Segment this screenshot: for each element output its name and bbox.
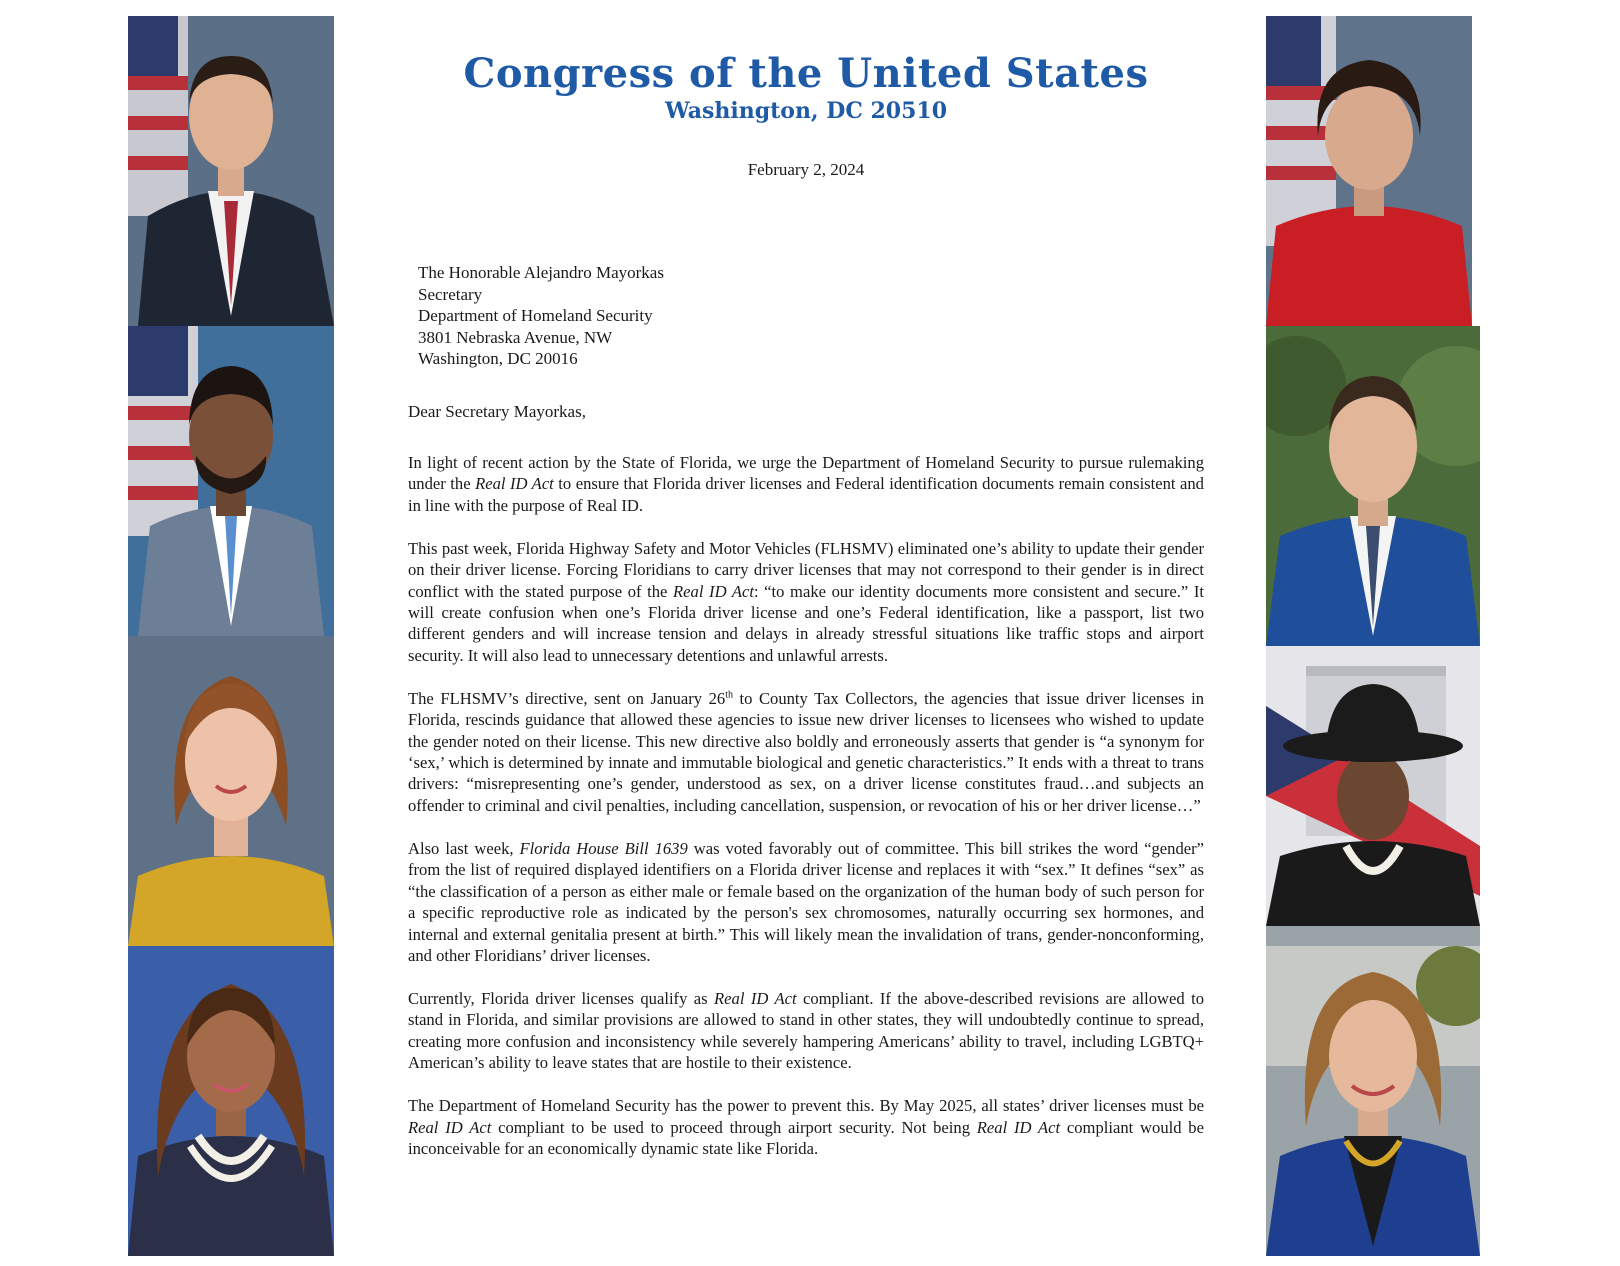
salutation: Dear Secretary Mayorkas, <box>408 402 586 421</box>
recipient-address <box>418 262 664 370</box>
portrait-right-3 <box>1266 646 1480 926</box>
paragraph-6: The Department of Homeland Security has the power to prevent this. By May 2025, all states’ driver licenses must be Real ID Act compliant to be used to proceed through airport security. Not being Real ID Act compliant would be inconceivable for an economically dynamic state like Florida. <box>408 1096 1204 1158</box>
recipient-line: 3801 Nebraska Avenue, NW <box>418 327 613 347</box>
letterhead-title: Congress of the United States <box>463 50 1149 97</box>
portrait-left-1 <box>128 16 334 326</box>
portrait-right-4 <box>1266 926 1480 1256</box>
recipient-line: The Honorable Alejandro Mayorkas <box>418 263 664 282</box>
paragraph-1: In light of recent action by the State of Florida, we urge the Department of Homeland Security to pursue rulemaking under the Real ID Act to ensure that Florida driver licenses and Federal identification documents remain consistent and in line with the purpose of Real ID. <box>408 453 1204 515</box>
recipient-line: Washington, DC 20016 <box>418 349 578 368</box>
letter-body <box>408 452 1204 1181</box>
portrait-left-2 <box>128 326 334 636</box>
recipient-line: Department of Homeland Security <box>418 306 653 325</box>
portrait-right-2 <box>1266 326 1480 646</box>
portrait-right-1 <box>1266 16 1472 326</box>
paragraph-4: Also last week, Florida House Bill 1639 was voted favorably out of committee. This bill strikes the word “gender” from the list of required displayed identifiers on a Florida driver license and replaces it with “sex.” It defines “sex” as “the classification of a person as either male or female based on the organization of the human body of such person for a specific reproductive role as indicated by the person's sex chromosomes, naturally occurring sex hormones, and internal and external genitalia present at birth.” This will likely mean the invalidation of trans, gender-nonconforming, and other Floridians’ driver licenses. <box>408 838 1204 965</box>
paragraph-5: Currently, Florida driver licenses qualify as Real ID Act compliant. If the above-described revisions are allowed to stand in Florida, and similar provisions are allowed to stand in other states, they will undoubtedly continue to spread, creating more confusion and inconsistency while severely hampering Americans’ ability to travel, including LGBTQ+ American’s ability to leave states that are hostile to their existence. <box>408 988 1205 1073</box>
paragraph-2: This past week, Florida Highway Safety and Motor Vehicles (FLHSMV) eliminated one’s ability to update their gender on their driver license. Forcing Floridians to carry driver licenses that may not correspond to their gender is in direct conflict with the stated purpose of the Real ID Act: “to make our identity documents more consistent and secure.” It will create confusion when one’s Florida driver license and one’s Federal identification, like a passport, list two different genders and will increase tension and delays in already stressful situations like traffic stops and airport security. It will also lead to unnecessary detentions and unlawful arrests. <box>408 538 1204 665</box>
letter-date: February 2, 2024 <box>747 160 865 179</box>
portrait-left-4 <box>128 946 334 1256</box>
recipient-line: Secretary <box>418 284 483 304</box>
letterhead-subtitle: Washington, DC 20510 <box>664 98 948 124</box>
paragraph-3: The FLHSMV’s directive, sent on January 26th to County Tax Collectors, the agencies that issue driver licenses in Florida, rescinds guidance that allowed these agencies to issue new driver licenses to licensees who wished to update the gender noted on their license. This new directive also boldly and erroneously asserts that gender is “a synonym for ‘sex,’ which is determined by innate and immutable biological and genetic characteristics.” It ends with a threat to trans drivers: “misrepresenting one’s gender, understood as sex, on a driver license constitutes fraud…and subjects an offender to criminal and civil penalties, including cancellation, suspension, or revocation of his or her driver license…” <box>408 688 1204 815</box>
portrait-left-3 <box>128 636 334 946</box>
